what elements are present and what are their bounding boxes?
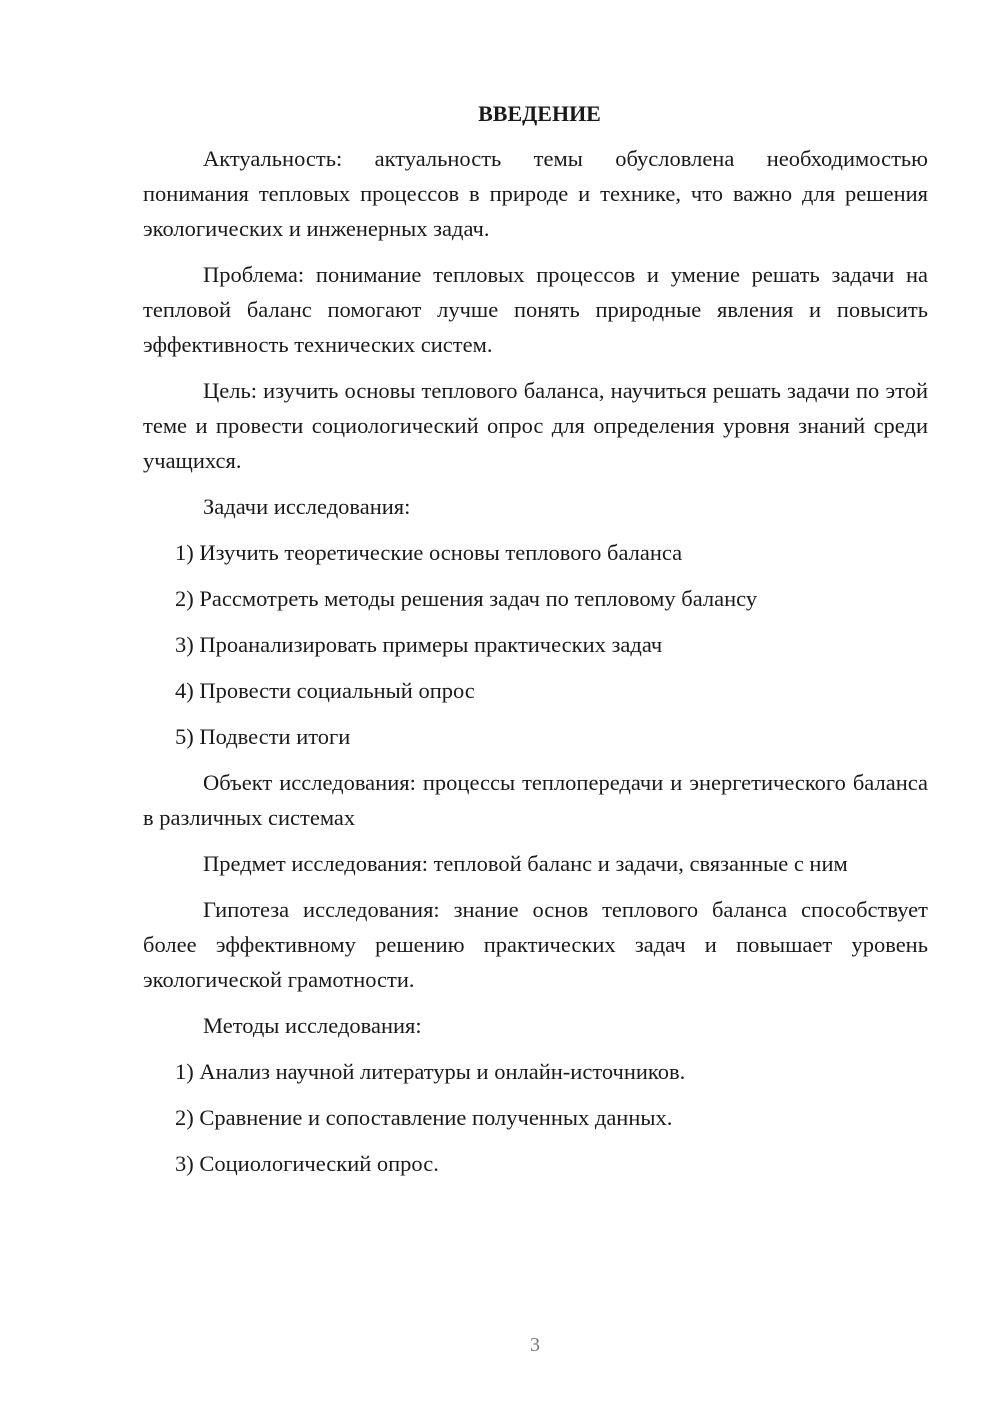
object-paragraph: Объект исследования: процессы теплопередачи и энергетического баланса в различных системах	[143, 770, 928, 830]
list-item: 4) Провести социальный опрос	[175, 678, 475, 703]
list-item: 2) Сравнение и сопоставление полученных данных.	[175, 1105, 673, 1130]
list-item: 5) Подвести итоги	[175, 724, 351, 749]
tasks-label: Задачи исследования:	[203, 494, 411, 519]
page-number: 3	[530, 1334, 540, 1356]
methods-list	[143, 1054, 928, 1181]
section-heading: ВВЕДЕНИЕ	[478, 101, 601, 126]
relevance-paragraph: Актуальность: актуальность темы обусловлена необходимостью понимания тепловых процессов в природе и технике, что важно для решения экологических и инженерных задач.	[143, 146, 928, 241]
list-item: 2) Рассмотреть методы решения задач по тепловому балансу	[175, 586, 758, 611]
hypothesis-paragraph: Гипотеза исследования: знание основ теплового баланса способствует более эффективному решению практических задач и повышает уровень экологической грамотности.	[143, 897, 928, 992]
subject-paragraph: Предмет исследования: тепловой баланс и задачи, связанные с ним	[203, 851, 848, 876]
tasks-list	[143, 535, 928, 754]
list-item: 1) Анализ научной литературы и онлайн-источников.	[175, 1059, 686, 1084]
problem-paragraph: Проблема: понимание тепловых процессов и умение решать задачи на тепловой баланс помогают лучше понять природные явления и повысить эффективность технических систем.	[143, 262, 928, 357]
methods-label: Методы исследования:	[203, 1013, 422, 1038]
list-item: 3) Проанализировать примеры практических задач	[175, 632, 663, 657]
list-item: 1) Изучить теоретические основы теплового баланса	[175, 540, 683, 565]
document-page	[143, 96, 928, 1192]
goal-paragraph: Цель: изучить основы теплового баланса, научиться решать задачи по этой теме и провести социологический опрос для определения уровня знаний среди учащихся.	[143, 378, 928, 473]
list-item: 3) Социологический опрос.	[175, 1151, 439, 1176]
